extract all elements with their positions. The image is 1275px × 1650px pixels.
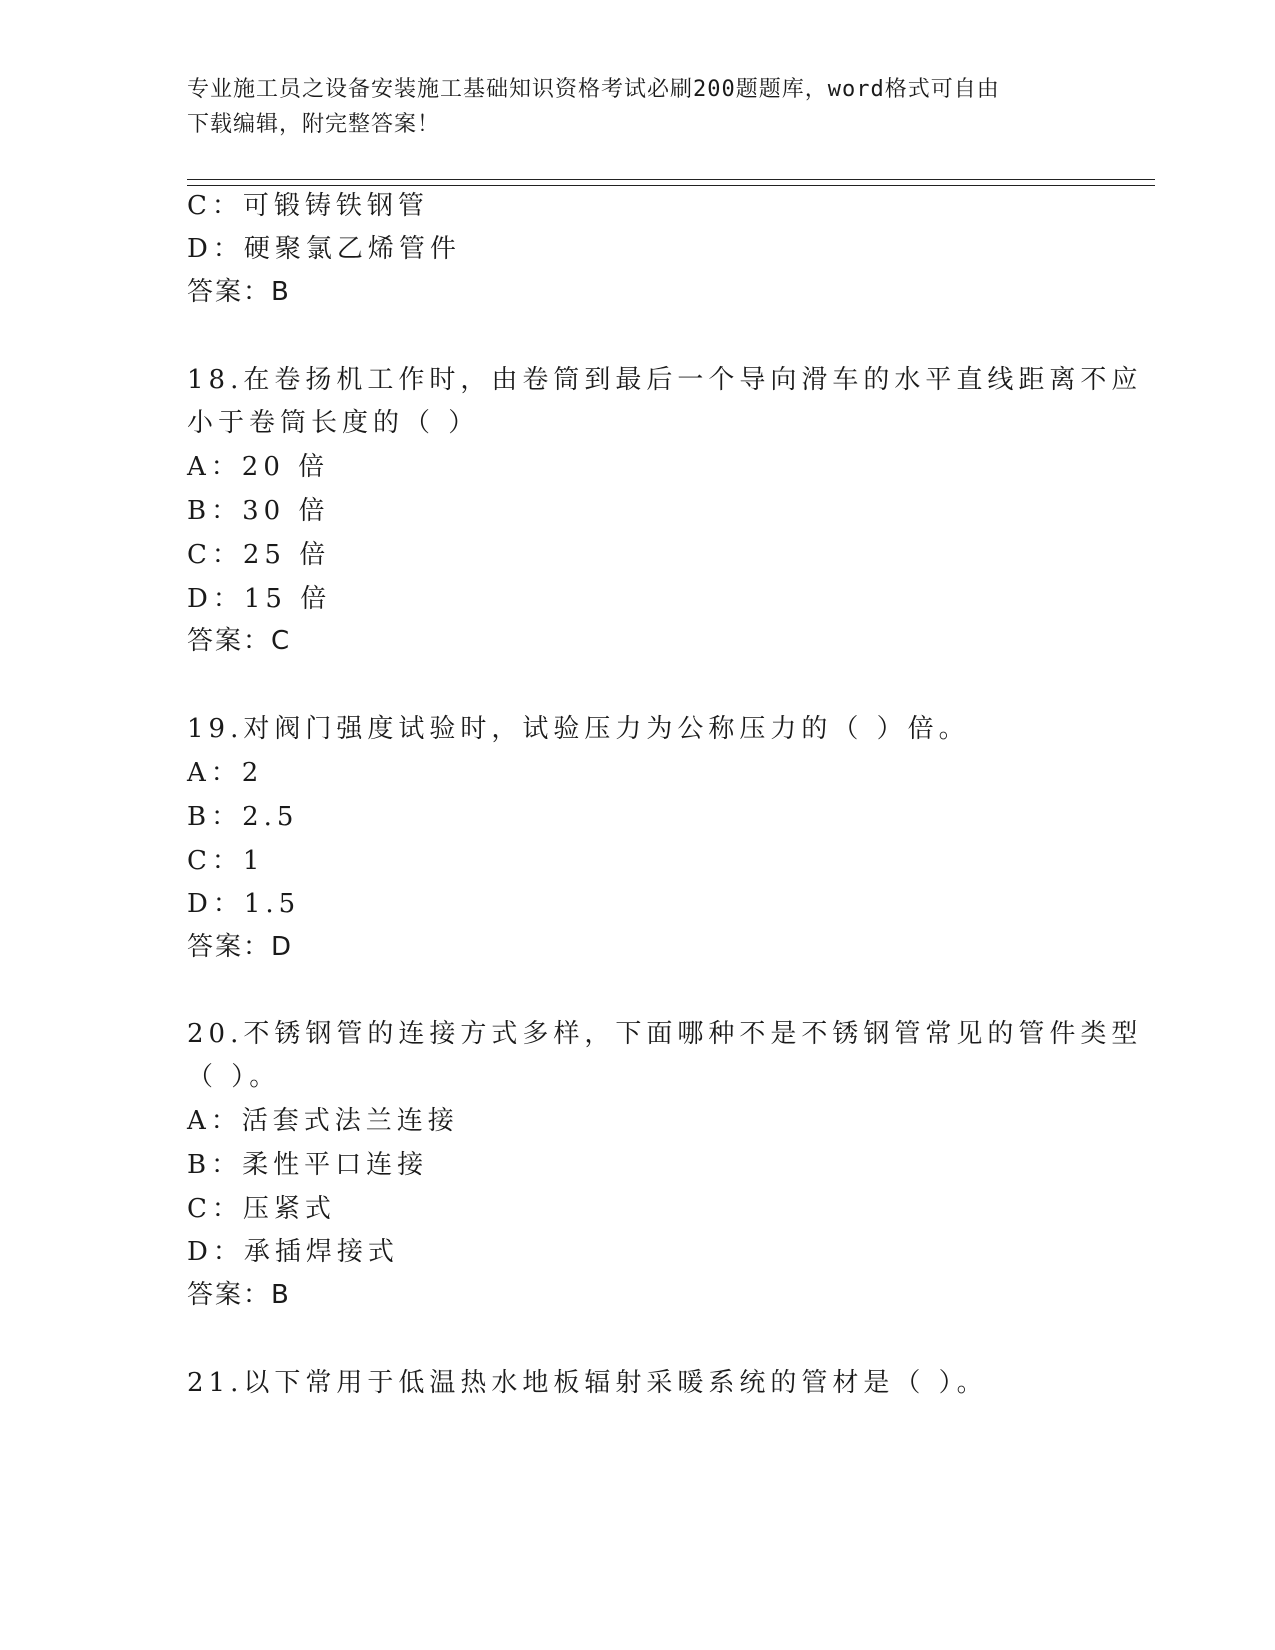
option-b: B：柔性平口连接 [187,1150,429,1180]
option-d: D：硬聚氯乙烯管件 [187,234,461,264]
option-a: A：活套式法兰连接 [187,1106,459,1136]
option-b: B：2.5 [187,802,299,832]
header-divider-top [187,179,1155,180]
question-19: 19.对阀门强度试验时，试验压力为公称压力的（ ）倍。 [187,714,970,744]
option-d: D：承插焊接式 [187,1237,399,1267]
option-a: A：20 倍 [187,452,330,482]
answer: 答案：B [187,277,291,307]
option-b: B：30 倍 [187,496,330,526]
option-c: C：1 [187,846,265,876]
option-d: D：15 倍 [187,584,332,614]
document-header [187,72,1067,142]
answer: 答案：C [187,626,292,656]
option-d: D：1.5 [187,889,301,919]
option-a: A：2 [187,758,264,788]
header-line-2: 下载编辑，附完整答案！ [187,112,441,137]
answer: 答案：B [187,1280,291,1310]
option-c: C：25 倍 [187,540,331,570]
question-20-line-2: （ ）。 [187,1062,281,1092]
question-20-line-1: 20.不锈钢管的连接方式多样，下面哪种不是不锈钢管常见的管件类型 [187,1019,1143,1049]
question-18-line-1: 18.在卷扬机工作时，由卷筒到最后一个导向滑车的水平直线距离不应 [187,365,1143,395]
header-line-1: 专业施工员之设备安装施工基础知识资格考试必刷200题题库，word格式可自由 [187,77,1000,102]
option-c: C：压紧式 [187,1194,336,1224]
question-18-line-2: 小于卷筒长度的（ ） [187,408,480,438]
answer: 答案：D [187,932,294,962]
question-21: 21.以下常用于低温热水地板辐射采暖系统的管材是（ ）。 [187,1368,988,1398]
header-divider-bottom [187,185,1155,186]
option-c: C：可锻铸铁钢管 [187,191,429,221]
